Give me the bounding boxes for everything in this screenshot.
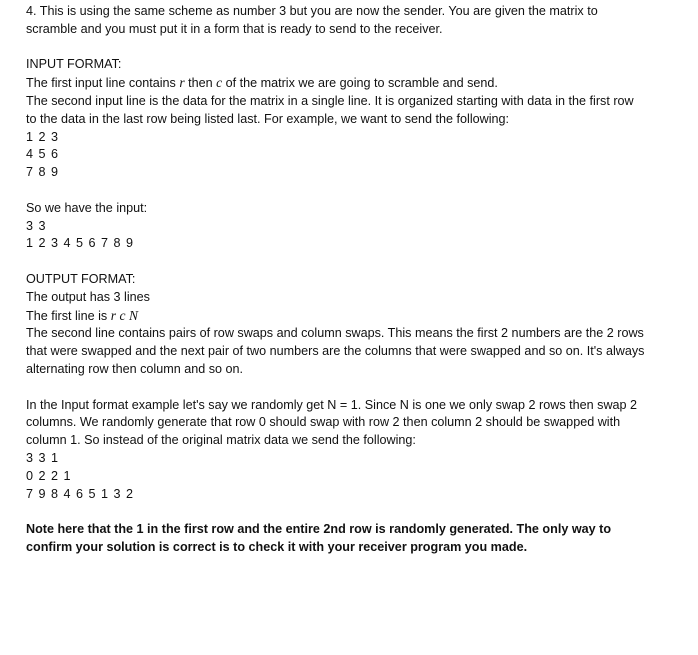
- text-fragment: then: [184, 76, 217, 91]
- text-fragment: The first input line contains: [26, 76, 180, 91]
- note-line: Note here that the 1 in the first row and the entire 2nd row is randomly generated. The only way to: [26, 522, 612, 537]
- output-lines-count: The output has 3 lines: [26, 289, 150, 304]
- input-first-line-description: [26, 74, 690, 93]
- example-output-text: In the Input format example let's say we randomly get N = 1. Since N is one we only swap 2 rows then swap 2: [26, 397, 638, 412]
- text-fragment: of the matrix we are going to scramble and send.: [222, 76, 498, 91]
- note-line: confirm your solution is correct is to check it with your receiver program you made.: [26, 539, 528, 554]
- output-format-section: [26, 271, 690, 379]
- input-second-line-description: to the data in the last row being listed last. For example, we want to send the following:: [26, 111, 510, 126]
- example-output-line: 3 3 1: [26, 450, 60, 465]
- example-output-section: [26, 397, 690, 504]
- variable-N: N: [128, 307, 138, 323]
- example-output-text: column 1. So instead of the original matrix data we send the following:: [26, 433, 416, 448]
- problem-document: [26, 3, 690, 557]
- note-section: [26, 521, 690, 557]
- intro-line: scramble and you must put it in a form that is ready to send to the receiver.: [26, 21, 443, 36]
- variable-c: c: [119, 307, 126, 323]
- variable-r: r: [110, 307, 116, 323]
- example-input-intro: So we have the input:: [26, 200, 148, 215]
- output-format-heading: OUTPUT FORMAT:: [26, 271, 136, 286]
- example-input-section: [26, 200, 690, 253]
- output-first-line-description: [26, 307, 690, 326]
- input-second-line-description: The second input line is the data for the matrix in a single line. It is organized starting with data in the first row: [26, 93, 634, 108]
- output-second-line-description: alternating row then column and so on.: [26, 361, 244, 376]
- example-output-line: 7 9 8 4 6 5 1 3 2: [26, 486, 135, 501]
- input-format-section: [26, 56, 690, 182]
- matrix-row: 1 2 3: [26, 129, 60, 144]
- example-output-text: columns. We randomly generate that row 0 should swap with row 2 then column 2 should be swapped with: [26, 415, 621, 430]
- example-input-line: 3 3: [26, 218, 47, 233]
- text-fragment: The first line is: [26, 308, 111, 323]
- variable-r: r: [179, 75, 185, 91]
- matrix-row: 7 8 9: [26, 165, 60, 180]
- output-second-line-description: that were swapped and the next pair of two numbers are the columns that were swapped and so on. It's always: [26, 344, 645, 359]
- intro-paragraph: [26, 3, 690, 39]
- matrix-row: 4 5 6: [26, 147, 60, 162]
- input-format-heading: INPUT FORMAT:: [26, 57, 122, 72]
- example-input-line: 1 2 3 4 5 6 7 8 9: [26, 236, 135, 251]
- variable-c: c: [216, 75, 223, 91]
- example-output-line: 0 2 2 1: [26, 468, 72, 483]
- output-second-line-description: The second line contains pairs of row swaps and column swaps. This means the first 2 numbers are the 2 rows: [26, 326, 644, 341]
- intro-line: 4. This is using the same scheme as number 3 but you are now the sender. You are given the matrix to: [26, 4, 598, 18]
